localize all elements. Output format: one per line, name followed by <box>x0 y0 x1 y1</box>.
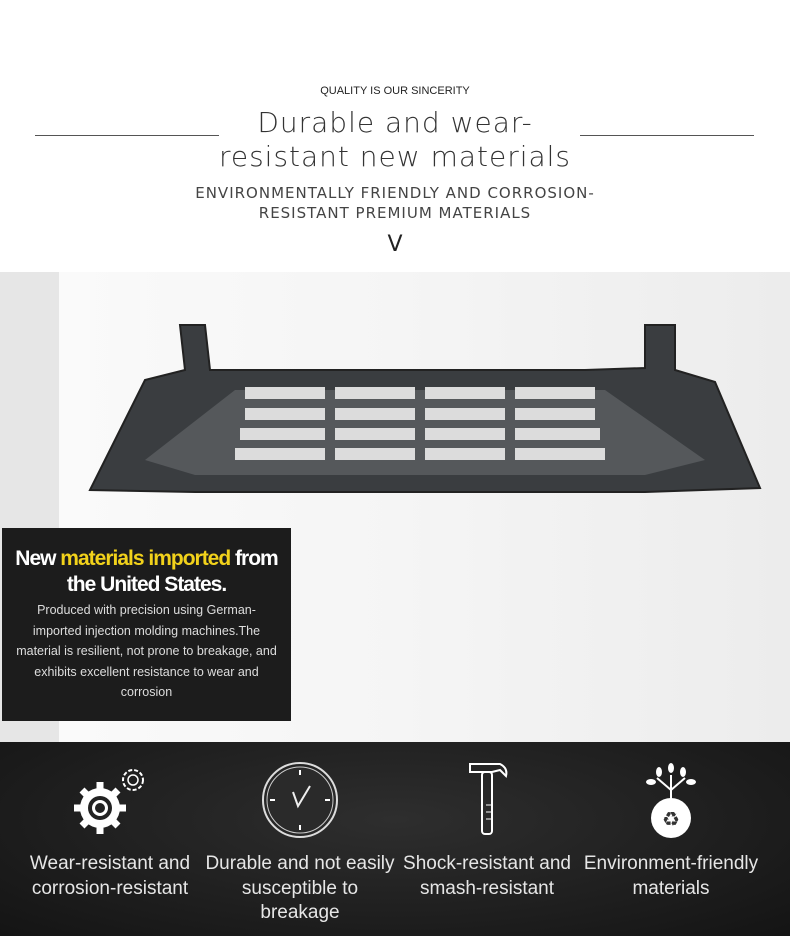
feature-label: Shock-resistant and smash-resistant <box>403 853 571 899</box>
chevron-down-icon: V <box>387 232 403 257</box>
bumper-grille-image <box>85 310 765 500</box>
title-line-1: Durable and wear- <box>257 106 533 139</box>
hammer-icon <box>462 760 512 840</box>
feature-label: Durable and not easily susceptible to breakage <box>205 853 395 923</box>
features-section <box>0 742 790 936</box>
divider-right <box>580 135 754 136</box>
subtitle-line-2: RESISTANT PREMIUM MATERIALS <box>258 204 532 222</box>
feature-label: Environment-friendly materials <box>583 853 759 899</box>
svg-text:♻: ♻ <box>662 807 680 831</box>
title-line-2: resistant new materials <box>218 140 572 173</box>
card-body: Produced with precision using German-imported injection molding machines.The material is resilient, not prone to breakage, and exhibits excellent resistance to wear and corrosion <box>16 603 277 699</box>
divider-left <box>35 135 219 136</box>
tree-recycle-icon <box>641 760 701 840</box>
heading-text: from the United States. <box>66 547 278 596</box>
heading-highlight: materials imported <box>60 547 231 570</box>
heading-text: New <box>15 547 61 570</box>
tagline: QUALITY IS OUR SINCERITY <box>320 85 470 97</box>
subtitle <box>190 183 600 223</box>
clock-icon <box>260 760 340 840</box>
page-title <box>200 106 590 174</box>
subtitle-line-1: ENVIRONMENTALLY FRIENDLY AND CORROSION- <box>195 184 595 202</box>
feature-label: Wear-resistant and corrosion-resistant <box>29 853 191 899</box>
card-heading <box>2 546 291 598</box>
materials-info-card <box>2 528 291 721</box>
gears-icon <box>65 760 155 840</box>
